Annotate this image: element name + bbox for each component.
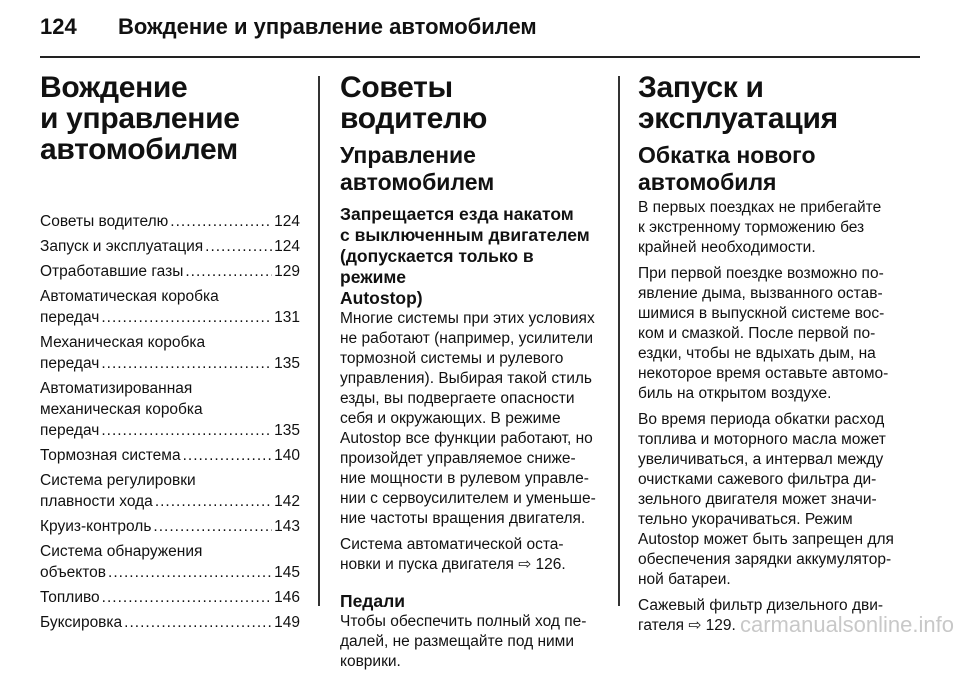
toc-line bbox=[40, 353, 300, 374]
watermark: carmanualsonline.info bbox=[739, 612, 954, 637]
toc-line bbox=[40, 491, 300, 512]
toc-page-number: 129 bbox=[274, 263, 300, 280]
toc-leader-dots bbox=[108, 562, 272, 583]
toc-leader-dots bbox=[124, 612, 272, 633]
toc-item[interactable] bbox=[40, 516, 300, 537]
chapter-title-line: автомобилем bbox=[40, 133, 238, 166]
autostop-reference: Система автоматической оста- новки и пуска двигателя ⇨ 126. bbox=[340, 536, 566, 573]
toc-item[interactable] bbox=[40, 211, 300, 232]
chapter-title-line: Вождение bbox=[40, 71, 188, 104]
toc-leader-dots bbox=[101, 420, 272, 441]
coasting-heading: Запрещается езда накатом с выключенным двигателем (допускается только в режиме Autostop) bbox=[340, 204, 590, 308]
toc-leader-dots bbox=[153, 516, 272, 537]
toc-line bbox=[40, 261, 300, 282]
section-title: Запуск и эксплуатация bbox=[638, 71, 838, 135]
toc-entry-title: Запуск и эксплуатация bbox=[40, 238, 204, 255]
toc-entry-title: Буксировка bbox=[40, 614, 123, 631]
subsection-title bbox=[340, 142, 602, 196]
toc-entry-title: Отработавшие газы bbox=[40, 263, 184, 280]
toc-page-number: 135 bbox=[274, 355, 300, 372]
toc-page-number: 135 bbox=[274, 422, 300, 439]
toc-page-number: 124 bbox=[274, 238, 300, 255]
section-title: Советы водителю bbox=[340, 71, 488, 135]
subsection-title bbox=[638, 142, 902, 196]
toc-line bbox=[40, 399, 300, 420]
toc-entry-title: Круиз-контроль bbox=[40, 518, 152, 535]
toc-item[interactable] bbox=[40, 236, 300, 257]
toc-item[interactable] bbox=[40, 541, 300, 583]
toc-line bbox=[40, 587, 300, 608]
toc-line bbox=[40, 420, 300, 441]
toc-leader-dots bbox=[102, 587, 272, 608]
toc-item[interactable] bbox=[40, 587, 300, 608]
toc-item[interactable] bbox=[40, 445, 300, 466]
toc-line bbox=[40, 332, 300, 353]
toc-entry-title: Система регулировки bbox=[40, 472, 196, 489]
toc-line bbox=[40, 211, 300, 232]
column-divider-1 bbox=[318, 76, 320, 606]
toc-leader-dots bbox=[101, 353, 272, 374]
toc-line bbox=[40, 612, 300, 633]
page-header bbox=[40, 8, 920, 52]
pedals-paragraph: Чтобы обеспечить полный ход пе- далей, не размещайте под ними коврики. bbox=[340, 613, 587, 670]
subsection-title-line: автомобиля bbox=[638, 169, 777, 195]
toc-entry-title: передач bbox=[40, 355, 100, 372]
toc-item[interactable] bbox=[40, 286, 300, 328]
toc-entry-title: механическая коробка bbox=[40, 401, 203, 418]
toc-line bbox=[40, 541, 300, 562]
toc-entry-title: Механическая коробка bbox=[40, 334, 206, 351]
toc-page-number: 142 bbox=[274, 493, 300, 510]
toc-line bbox=[40, 307, 300, 328]
break-in-paragraph-3: Во время периода обкатки расход топлива и моторного масла может увеличиваться, а интервал между очистками сажевого фильтра ди- зельного двигателя может значи- тельно укорачиваться. Режим Autostop может быть запрещен для обеспечения зарядки аккумулятор- ной батареи. bbox=[638, 411, 894, 588]
toc-line bbox=[40, 286, 300, 307]
toc-entry-title: передач bbox=[40, 422, 100, 439]
toc-entry-title: Система обнаружения bbox=[40, 543, 203, 560]
toc-page-number: 146 bbox=[274, 589, 300, 606]
toc-leader-dots bbox=[183, 445, 273, 466]
toc-line bbox=[40, 378, 300, 399]
column-divider-2 bbox=[618, 76, 620, 606]
toc-item[interactable] bbox=[40, 470, 300, 512]
running-title: Вождение и управление автомобилем bbox=[118, 14, 537, 39]
toc-page-number: 124 bbox=[274, 213, 300, 230]
toc-line bbox=[40, 562, 300, 583]
toc-leader-dots bbox=[101, 307, 272, 328]
break-in-paragraph-2: При первой поездке возможно по- явление дыма, вызванного остав- шимися в выпускной системе вос- ком и смазкой. После первой по- ездки, чтобы не вдыхать дым, на некоторое время оставьте автомо- биль на открытом воздухе. bbox=[638, 265, 889, 402]
header-rule bbox=[40, 56, 920, 58]
toc-entry-title: плавности хода bbox=[40, 493, 153, 510]
toc-item[interactable] bbox=[40, 612, 300, 633]
column-starting-operating bbox=[638, 72, 902, 642]
toc-entry-title: Автоматическая коробка bbox=[40, 288, 219, 305]
toc-entry-title: Топливо bbox=[40, 589, 100, 606]
chapter-title bbox=[40, 72, 300, 165]
page-number: 124 bbox=[40, 14, 77, 39]
toc-leader-dots bbox=[185, 261, 272, 282]
chapter-title-line: и управление bbox=[40, 102, 240, 135]
toc-line bbox=[40, 236, 300, 257]
toc-page-number: 149 bbox=[274, 614, 300, 631]
toc-page-number: 145 bbox=[274, 564, 300, 581]
toc-entry-title: передач bbox=[40, 309, 100, 326]
toc-leader-dots bbox=[205, 236, 272, 257]
toc-entry-title: Советы водителю bbox=[40, 213, 169, 230]
subsection-title-line: автомобилем bbox=[340, 169, 495, 195]
subsection-title-line: Управление bbox=[340, 142, 476, 168]
toc-leader-dots bbox=[170, 211, 272, 232]
coasting-paragraph: Многие системы при этих условиях не работают (например, усилители тормозной системы и рулевого управления). Выбирая такой стиль езды, вы подвергаете опасности себя и окружающих. В режиме Autostop все функции работают, но произойдет управляемое сниже- ние мощности в рулевом управле- нии с сервоусилителем и уменьше- ние частоты вращения двигателя. bbox=[340, 310, 596, 527]
toc-item[interactable] bbox=[40, 261, 300, 282]
toc-page-number: 140 bbox=[274, 447, 300, 464]
toc-page-number: 131 bbox=[274, 309, 300, 326]
toc-page-number: 143 bbox=[274, 518, 300, 535]
table-of-contents bbox=[40, 211, 300, 633]
toc-line bbox=[40, 470, 300, 491]
toc-entry-title: Автоматизированная bbox=[40, 380, 193, 397]
toc-item[interactable] bbox=[40, 378, 300, 441]
break-in-paragraph-1: В первых поездках не прибегайте к экстренному торможению без крайней необходимости. bbox=[638, 199, 882, 256]
pedals-heading: Педали bbox=[340, 591, 406, 611]
particulate-filter-reference: Сажевый фильтр дизельного дви- гателя ⇨ 129. bbox=[638, 597, 884, 634]
subsection-title-line: Обкатка нового bbox=[638, 142, 816, 168]
toc-leader-dots bbox=[155, 491, 272, 512]
toc-line bbox=[40, 516, 300, 537]
toc-entry-title: объектов bbox=[40, 564, 107, 581]
toc-item[interactable] bbox=[40, 332, 300, 374]
column-toc bbox=[40, 72, 300, 637]
toc-line bbox=[40, 445, 300, 466]
toc-entry-title: Тормозная система bbox=[40, 447, 181, 464]
column-driving-tips bbox=[340, 72, 602, 678]
